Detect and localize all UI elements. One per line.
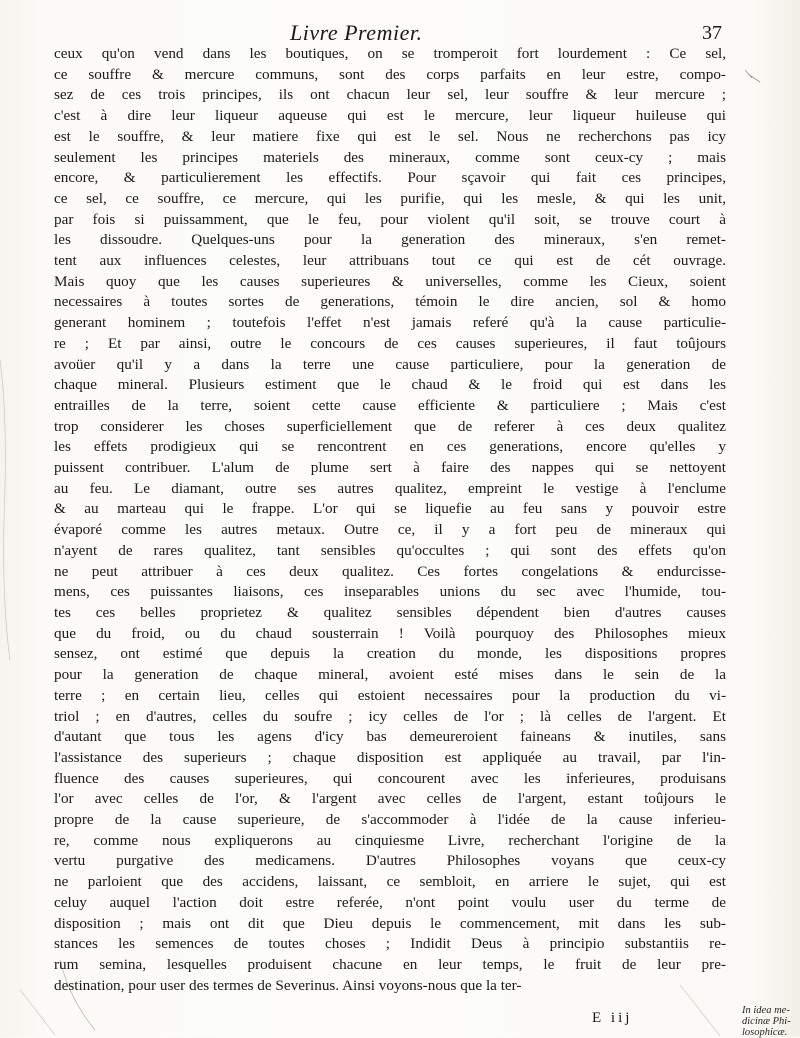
text-line: c'est à dire leur liqueur aqueuse qui est le mercure, leur liqueur huileuse qui (54, 107, 726, 125)
text-line: mens, ces puissantes liaisons, ces inseparables unions du sec avec l'humide, tou- (54, 583, 726, 601)
text-line: generant hominem ; toutefois l'effet n'est jamais referé qu'à la cause particulie- (54, 314, 726, 332)
running-title: Livre Premier. (290, 20, 423, 45)
margin-note: In idea me-dicinæ Phi-losophicæ. (742, 1005, 791, 1038)
text-line: Mais quoy que les causes superieures & universelles, comme les Cieux, soient (54, 272, 726, 290)
text-line: & au marteau qui le frappe. L'or qui se liquefie au feu sans y pouvoir estre (54, 500, 726, 518)
text-line: n'ayent de rares qualitez, tant sensibles qu'occultes ; qui sont des effets qu'on (54, 541, 726, 559)
text-line: triol ; en d'autres, celles du soufre ; icy celles de l'or ; là celles de l'argent. Et (54, 707, 726, 725)
text-line: d'autant que tous les agens d'icy bas demeureroient faineans & inutiles, sans (54, 728, 726, 746)
text-line: pour la generation de chaque mineral, avoient esté mises dans le sein de la (54, 666, 726, 684)
text-line: que du froid, ou du chaud sousterrain ! Voilà pourquoy des Philosophes mieux (54, 624, 726, 642)
text-line: les dissoudre. Quelques-uns pour la generation des mineraux, s'en remet- (54, 231, 726, 249)
text-line: évaporé comme les autres metaux. Outre ce, il y a fort peu de mineraux qui (54, 521, 726, 539)
text-line: ne parloient que des accidens, laissant, ce sembloit, en arriere le sujet, qui est (54, 873, 726, 891)
text-line: les effets prodigieux qui se rencontrent en ces generations, encore qu'elles y (54, 438, 726, 456)
text-line: vertu purgative des medicamens. D'autres Philosophes voyans que ceux-cy (54, 852, 726, 870)
text-line: ce sel, ce souffre, ce mercure, qui les purifie, qui les mesle, & qui les unit, (54, 189, 726, 207)
text-line: avoüer qu'il y a dans la terre une cause particuliere, pour la generation de (54, 355, 726, 373)
text-line: sez de ces trois principes, ils ont chacun leur sel, leur souffre & leur mercure ; (54, 86, 726, 104)
text-line: ne peut attribuer à ces deux qualitez. Ces fortes congelations & endurcisse- (54, 562, 726, 580)
text-line: l'or avec celles de l'or, & l'argent avec celles de l'argent, estant toûjours le (54, 790, 726, 808)
text-line: sensez, ont estimé que depuis la creation du monde, les dispositions propres (54, 645, 726, 663)
text-line: l'assistance des superieurs ; chaque disposition est appliquée au travail, par l'in- (54, 748, 726, 766)
text-line: trop considerer les choses superficiellement que de referer à ces deux qualitez (54, 417, 726, 435)
text-line: tent aux influences celestes, leur attribuans tout ce qui est de cét ouvrage. (54, 252, 726, 270)
text-line: ce souffre & mercure communs, sont des corps parfaits en leur estre, compo- (54, 65, 726, 83)
text-line: stances les semences de toutes choses ; Indidit Deus à principio substantiis re- (54, 935, 726, 953)
text-line: encore, & particulierement les effectifs. Pour sçavoir qui fait ces principes, (54, 169, 726, 187)
text-line: puissent contribuer. L'alum de plume sert à faire des nappes qui se nettoyent (54, 459, 726, 477)
text-line: disposition ; mais ont dit que Dieu depuis le commencement, mit dans les sub- (54, 914, 726, 932)
text-line: est le souffre, & leur matiere fixe qui est le sel. Nous ne recherchons pas icy (54, 127, 726, 145)
text-line: tes ces belles proprietez & qualitez sensibles dépendent bien d'autres causes (54, 603, 726, 621)
text-line: rum semina, lesquelles produisent chacune en leur temps, le fruit de leur pre- (54, 955, 726, 973)
text-line: re, comme nous expliquerons au cinquiesme Livre, recherchant l'origine de la (54, 831, 726, 849)
text-line: re ; Et par ainsi, outre le concours de ces causes superieures, il faut toûjours (54, 334, 726, 352)
text-line: entrailles de la terre, soient cette cause efficiente & particuliere ; Mais c'est (54, 396, 726, 414)
text-line: ceux qu'on vend dans les boutiques, on se tromperoit fort lourdement : Ce sel, (54, 45, 726, 62)
text-line: fluence des causes superieures, qui concourent avec les inferieures, produisans (54, 769, 726, 787)
text-line: propre de la cause superieure, de s'accommoder à l'idée de la cause inferieu- (54, 811, 726, 829)
text-line: au feu. Le diamant, outre ses autres qualitez, empreint le vestige à l'enclume (54, 479, 726, 497)
text-line: necessaires à toutes sortes de generations, témoin le dire ancien, sol & homo (54, 293, 726, 311)
text-line: seulement les principes materiels des mineraux, comme sont ceux-cy ; mais (54, 148, 726, 166)
text-line: celuy auquel l'action doit estre referée, n'ont point voulu user du terme de (54, 893, 726, 911)
text-line: terre ; en certain lieu, celles qui estoient necessaires pour la production du vi- (54, 686, 726, 704)
text-line: destination, pour user des termes de Severinus. Ainsi voyons-nous que la ter- (54, 976, 522, 994)
text-line: par fois si puissamment, que le feu, pour violent qu'il soit, se trouve court à (54, 210, 726, 228)
body-text (54, 44, 726, 996)
text-line: chaque mineral. Plusieurs estiment que le chaud & le froid qui est dans les (54, 376, 726, 394)
page-number: 37 (702, 22, 722, 44)
signature-mark: E iij (592, 1010, 633, 1026)
